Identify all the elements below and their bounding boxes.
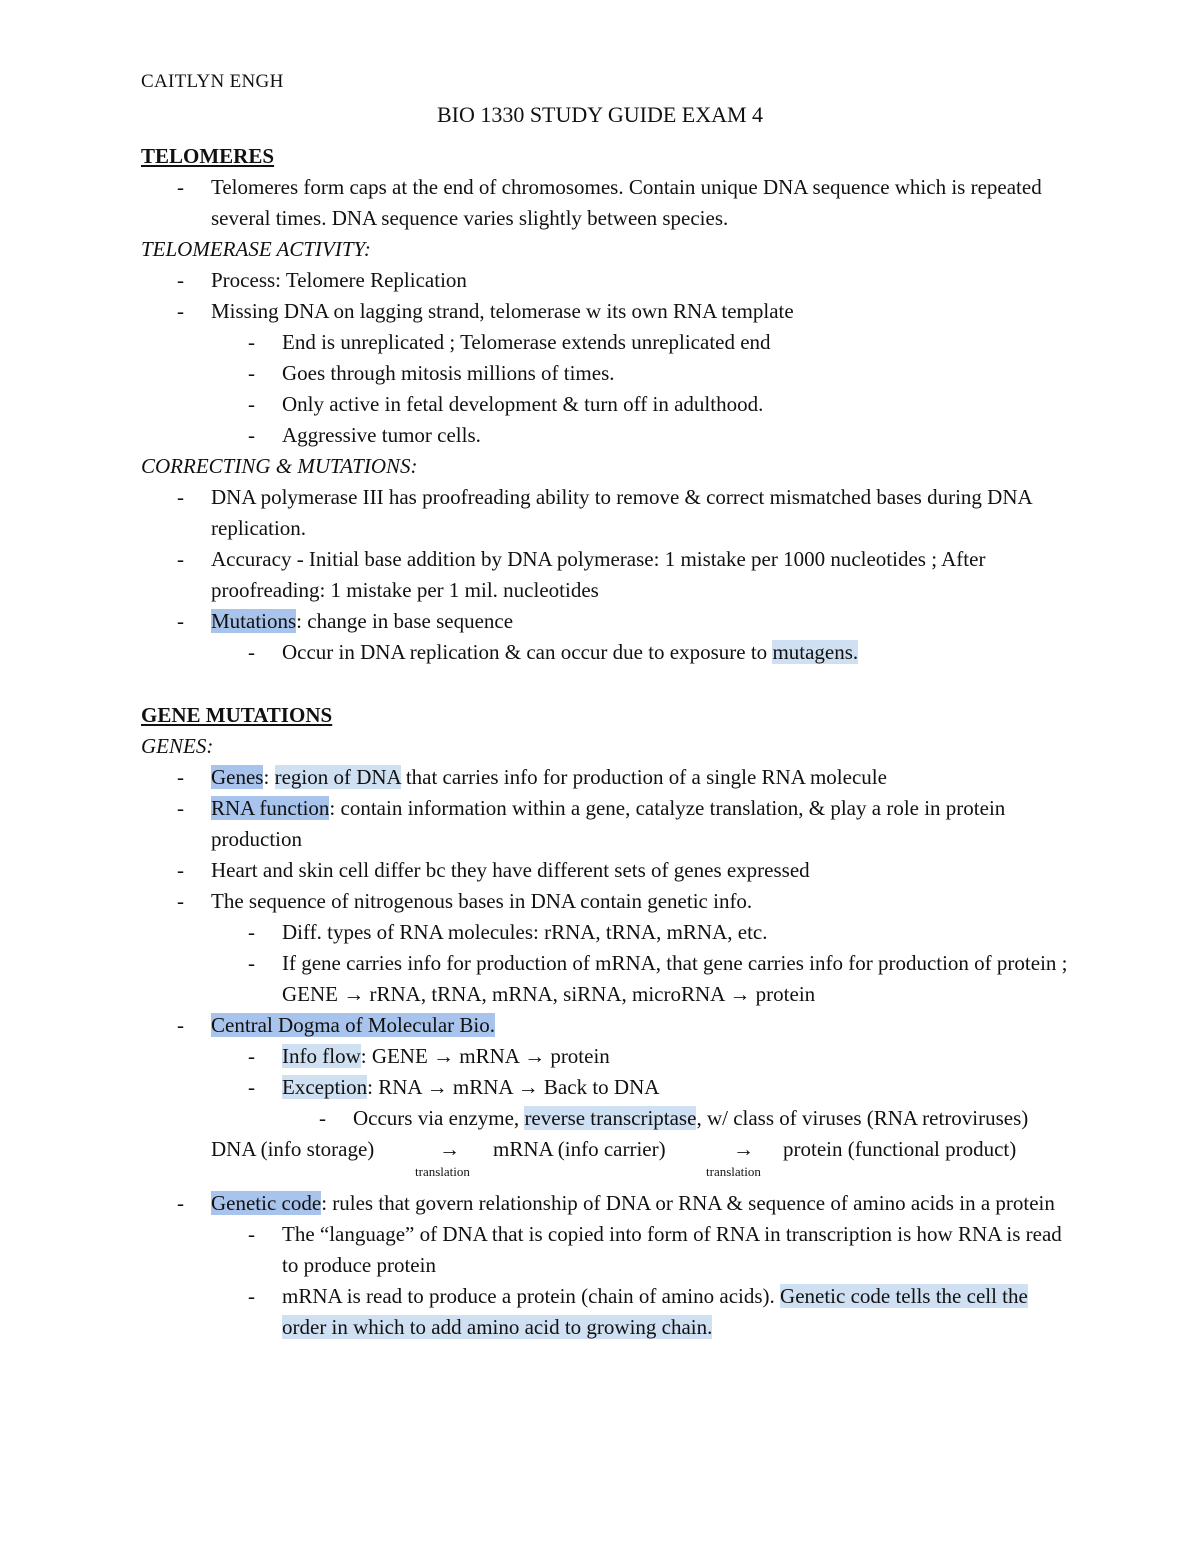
flow-arrow-1: →	[439, 1137, 460, 1161]
highlight-term: reverse transcriptase	[524, 1106, 697, 1130]
bullet-item: - Genes: region of DNA that carries info for production of a single RNA molecule	[177, 765, 887, 789]
highlight-term: Genetic code	[211, 1191, 322, 1215]
sub-bullet-item: - Aggressive tumor cells.	[248, 423, 481, 447]
bullet-item: - Missing DNA on lagging strand, telomerase w its own RNA template	[177, 299, 794, 323]
bullet-item: - Telomeres form caps at the end of chromosomes. Contain unique DNA sequence which is repeated several times. DNA sequence varies slightly between species.	[141, 172, 1070, 234]
section-heading-telomeres: TELOMERES	[141, 144, 275, 168]
gene-mutations-section	[141, 700, 1070, 1343]
sub-bullet-item: - Exception: RNA → mRNA → Back to DNA	[248, 1075, 660, 1099]
highlight-term: mutagens.	[772, 640, 859, 664]
bullet-item: - Mutations: change in base sequence	[177, 609, 514, 633]
subheading-genes: GENES:	[141, 734, 214, 758]
flow-mrna: mRNA (info carrier)	[493, 1137, 666, 1161]
bullet-item: - The sequence of nitrogenous bases in DNA contain genetic info.	[177, 889, 753, 913]
highlight-term: Mutations	[211, 609, 297, 633]
bullet-item: - Heart and skin cell differ bc they have different sets of genes expressed	[177, 858, 810, 882]
bullet-item: - Accuracy - Initial base addition by DNA polymerase: 1 mistake per 1000 nucleotides ; After proofreading: 1 mistake per 1 mil. nucleotides	[177, 547, 986, 602]
highlight-term: Central Dogma of Molecular Bio.	[211, 1013, 496, 1037]
bullet-item: - DNA polymerase III has proofreading ability to remove & correct mismatched bases during DNA replication.	[177, 485, 1032, 540]
sub-bullet-item: - mRNA is read to produce a protein (chain of amino acids). Genetic code tells the cell the order in which to add amino acid to growing chain.	[248, 1284, 1028, 1339]
bullet-item: - RNA function: contain information within a gene, catalyze translation, & play a role in protein production	[177, 796, 1006, 851]
highlight-term: Info flow	[282, 1044, 361, 1068]
sub-bullet-item: - Only active in fetal development & turn off in adulthood.	[248, 392, 764, 416]
author-name: CAITLYN ENGH	[141, 71, 284, 92]
sub-bullet-item: - Info flow: GENE → mRNA → protein	[248, 1044, 610, 1068]
sub-bullet-item: - Diff. types of RNA molecules: rRNA, tRNA, mRNA, etc.	[248, 920, 768, 944]
bullet-item: - Central Dogma of Molecular Bio.	[177, 1013, 496, 1037]
highlight-term: RNA function	[211, 796, 330, 820]
bullet-dash: -	[177, 175, 184, 199]
sub-bullet-item: - Goes through mitosis millions of times.	[248, 361, 615, 385]
document-title: BIO 1330 STUDY GUIDE EXAM 4	[436, 102, 764, 127]
bullet-item: - Genetic code: rules that govern relationship of DNA or RNA & sequence of amino acids in a protein	[177, 1191, 1055, 1215]
highlight-term: Genetic code tells the cell the order in which to add amino acid to growing chain.	[282, 1284, 1028, 1339]
sub-bullet-item: - If gene carries info for production of mRNA, that gene carries info for production of protein ; GENE → rRNA, tRNA, mRNA, siRNA, microRNA → protein	[248, 951, 1068, 1006]
sub-sub-bullet-item: - Occurs via enzyme, reverse transcriptase, w/ class of viruses (RNA retroviruses)	[319, 1106, 1029, 1130]
flow-dna: DNA (info storage)	[211, 1137, 375, 1161]
flow-label-1: translation	[415, 1164, 470, 1179]
highlight-term: Exception	[282, 1075, 368, 1099]
bullet-item: - Process: Telomere Replication	[177, 268, 467, 292]
highlight-term: Genes	[211, 765, 264, 789]
flow-protein: protein (functional product)	[783, 1137, 1017, 1161]
flow-arrow-2: →	[733, 1137, 754, 1161]
highlight-term: region of DNA	[274, 765, 401, 789]
subheading-telomerase: TELOMERASE ACTIVITY:	[141, 237, 371, 261]
sub-bullet-item: - Occur in DNA replication & can occur due to exposure to mutagens.	[248, 640, 859, 664]
flow-label-2: translation	[706, 1164, 761, 1179]
sub-bullet-item: - The “language” of DNA that is copied into form of RNA in transcription is how RNA is read to produce protein	[248, 1222, 1062, 1277]
sub-bullet-item: - End is unreplicated ; Telomerase extends unreplicated end	[248, 330, 771, 354]
info-flow-diagram	[141, 1134, 1070, 1188]
telomeres-section	[141, 141, 1070, 668]
section-heading-gene-mutations: GENE MUTATIONS	[141, 703, 333, 727]
subheading-correcting: CORRECTING & MUTATIONS:	[141, 454, 418, 478]
